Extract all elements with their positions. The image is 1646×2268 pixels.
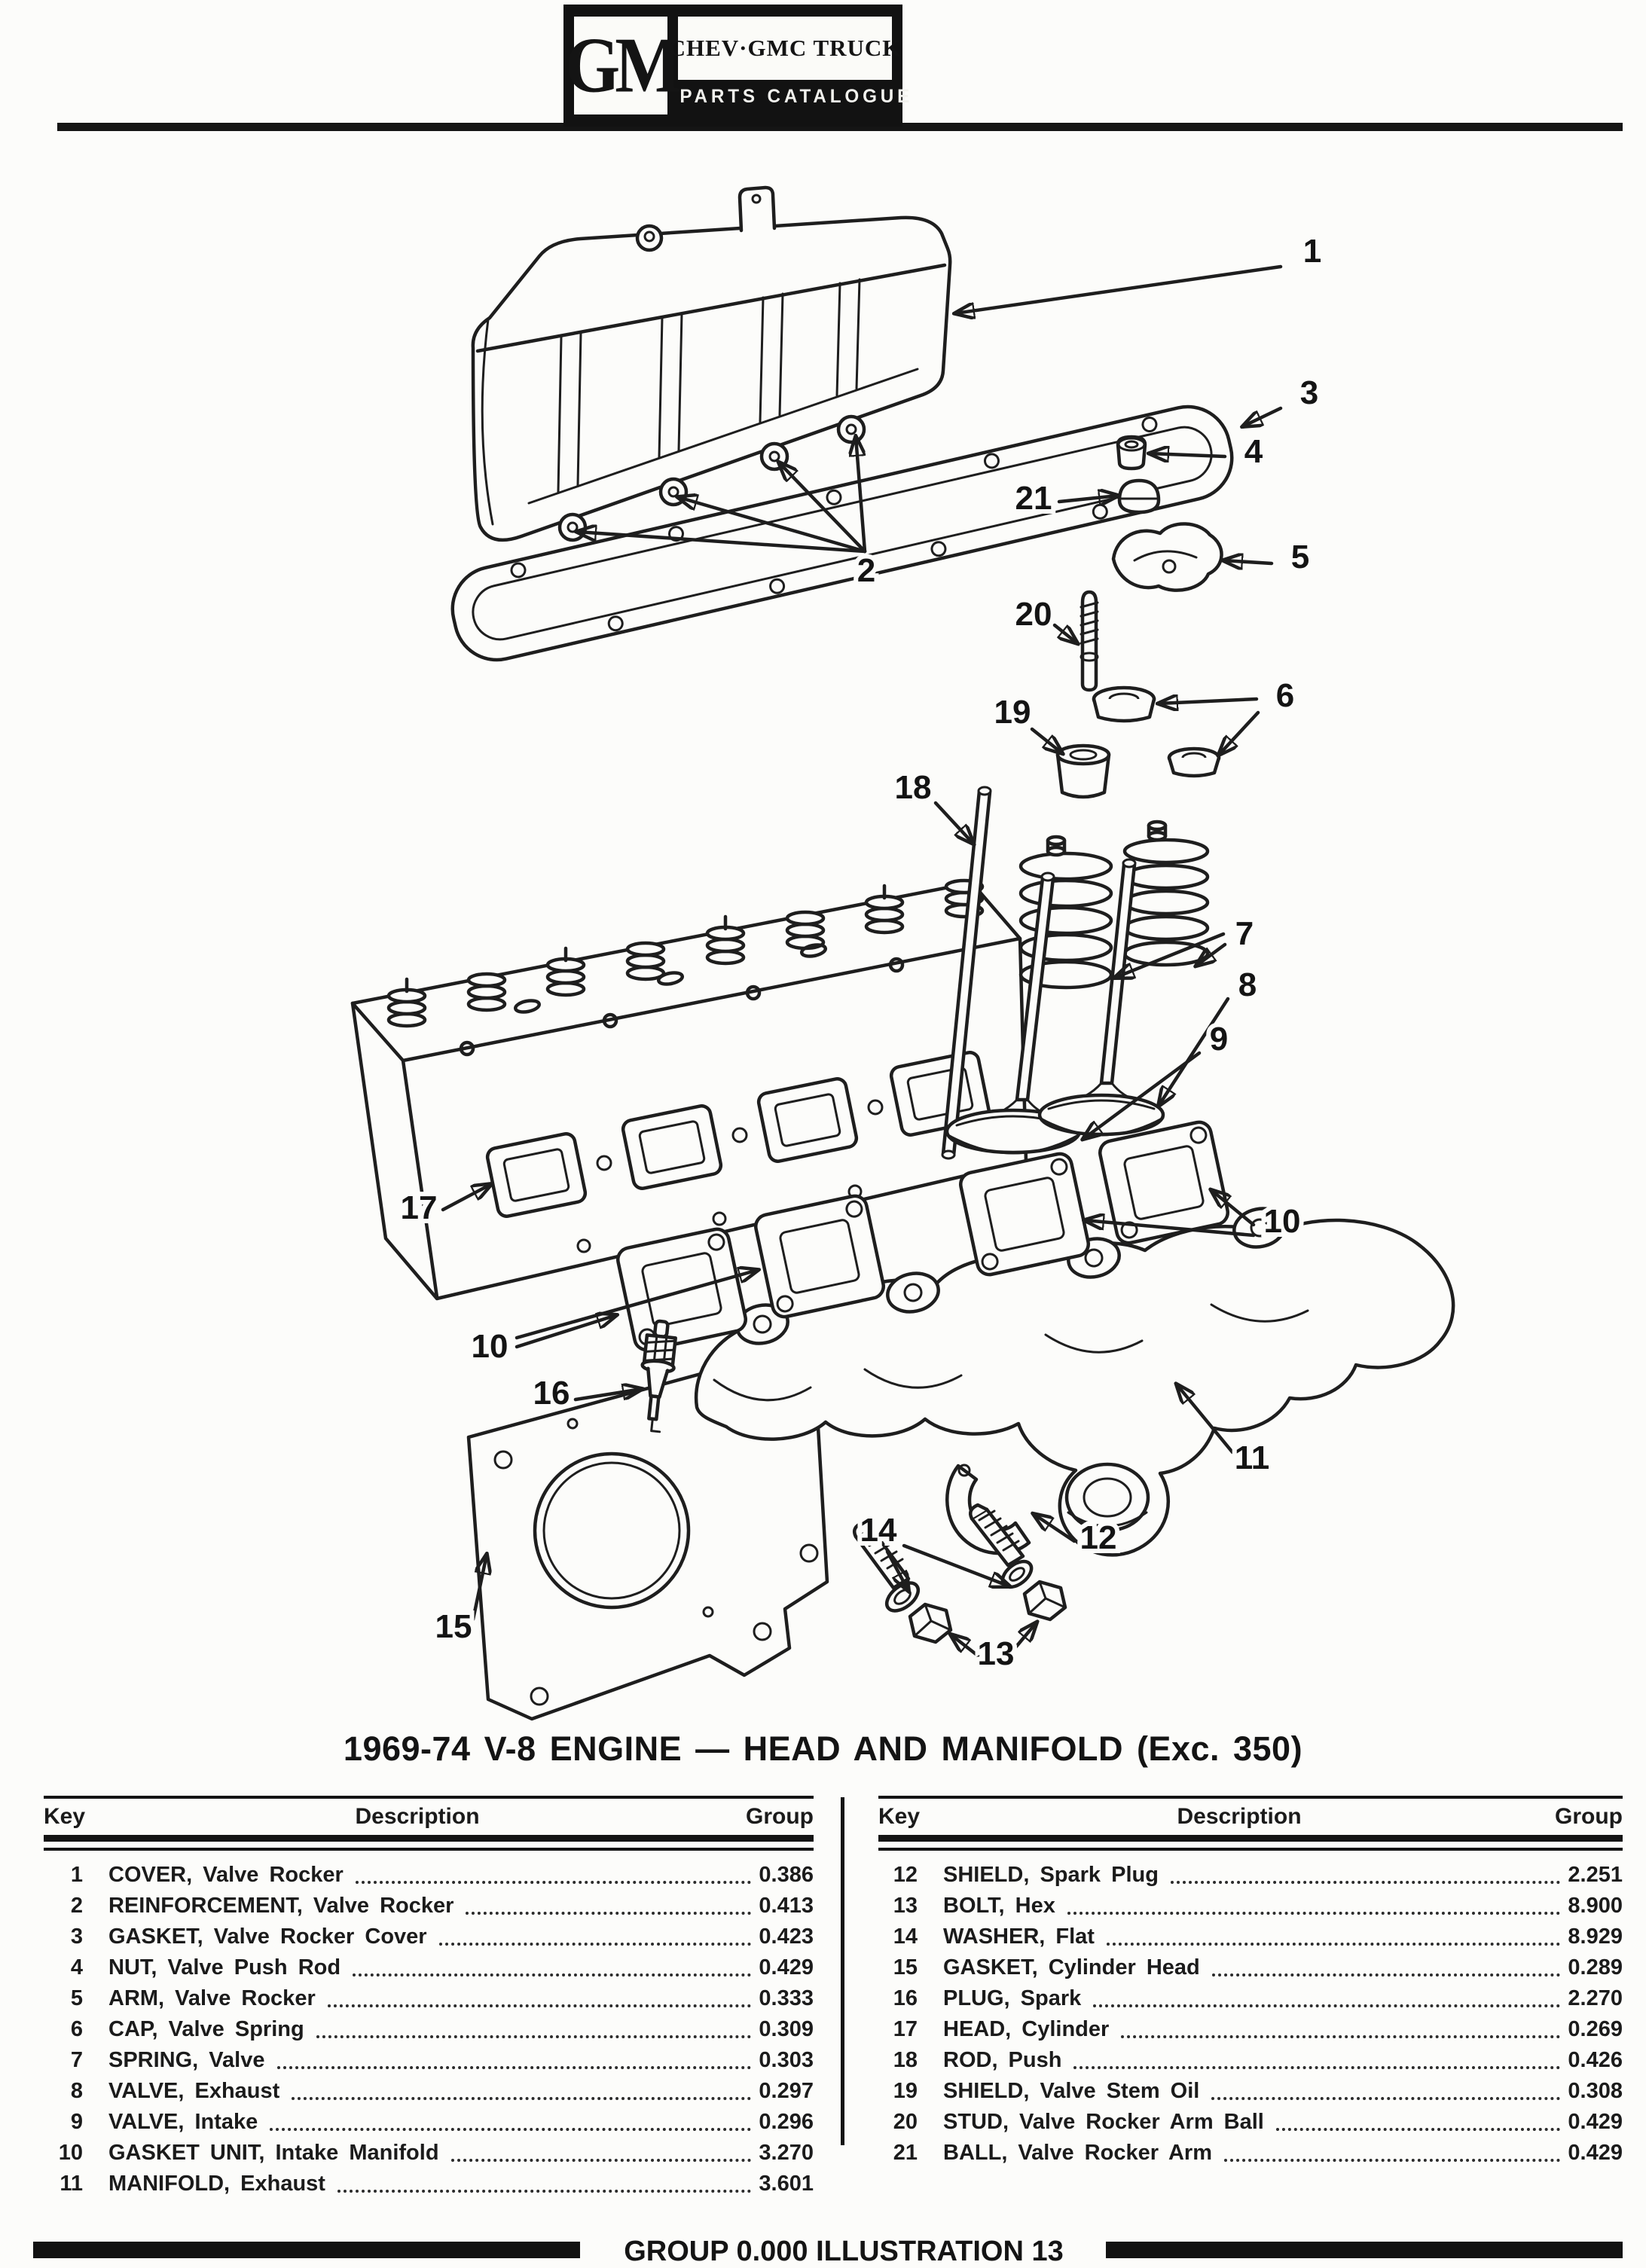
part-description: BALL, Valve Rocker Arm bbox=[943, 2141, 1212, 2165]
part-rocker-arm-ball-stud bbox=[1081, 592, 1098, 690]
part-group-number: 0.297 bbox=[759, 2079, 814, 2103]
table-header bbox=[44, 1799, 814, 1835]
callout-arrow bbox=[951, 1635, 978, 1656]
dot-leader bbox=[292, 2097, 751, 2100]
callout-arrow bbox=[936, 803, 973, 844]
dot-leader bbox=[1212, 1973, 1561, 1976]
part-group-number: 0.296 bbox=[759, 2110, 814, 2134]
part-description: COVER, Valve Rocker bbox=[108, 1863, 344, 1887]
table-row bbox=[878, 2138, 1623, 2169]
table-row bbox=[44, 1952, 814, 1983]
table-row bbox=[878, 1860, 1623, 1891]
part-key: 21 bbox=[893, 2141, 918, 2165]
part-key: 20 bbox=[893, 2110, 918, 2134]
part-group-number: 0.429 bbox=[1568, 2110, 1623, 2134]
callout-arrow bbox=[517, 1315, 616, 1347]
table-row bbox=[44, 2014, 814, 2045]
dot-leader bbox=[328, 2004, 752, 2007]
callout-arrow bbox=[1223, 560, 1272, 563]
table-double-rule bbox=[878, 1835, 1623, 1851]
part-key: 15 bbox=[893, 1955, 918, 1980]
diagram-callout-label: 3 bbox=[1299, 374, 1319, 411]
diagram-callout-label: 9 bbox=[1209, 1021, 1229, 1058]
table-row bbox=[44, 1860, 814, 1891]
part-key: 17 bbox=[893, 2017, 918, 2041]
diagram-callout-label: 11 bbox=[1234, 1439, 1270, 1476]
part-group-number: 8.900 bbox=[1568, 1894, 1623, 1918]
part-push-rod-nut bbox=[1118, 437, 1145, 469]
gm-logo-text: GM bbox=[565, 21, 676, 110]
part-valve-rocker-arm bbox=[1113, 524, 1222, 590]
part-key: 5 bbox=[70, 1986, 83, 2010]
part-group-number: 0.386 bbox=[759, 1863, 814, 1887]
diagram-callout-label: 8 bbox=[1238, 966, 1257, 1003]
part-key: 9 bbox=[70, 2110, 83, 2134]
dot-leader bbox=[356, 1881, 752, 1884]
callout-arrow bbox=[1159, 699, 1257, 704]
part-key: 11 bbox=[60, 2172, 83, 2196]
dot-leader bbox=[337, 2190, 751, 2193]
part-description: GASKET, Valve Rocker Cover bbox=[108, 1925, 427, 1949]
table-row bbox=[878, 2045, 1623, 2076]
dot-leader bbox=[1121, 2035, 1560, 2038]
part-key: 10 bbox=[58, 2141, 83, 2165]
dot-leader bbox=[1093, 2004, 1560, 2007]
part-description: ROD, Push bbox=[943, 2048, 1062, 2072]
diagram-callout-label: 14 bbox=[860, 1512, 897, 1549]
part-description: MANIFOLD, Exhaust bbox=[108, 2172, 325, 2196]
part-group-number: 0.303 bbox=[759, 2048, 814, 2072]
diagram-callout-label: 18 bbox=[894, 769, 932, 806]
diagram-callout-label: 5 bbox=[1290, 539, 1310, 575]
part-key: 7 bbox=[70, 2048, 83, 2072]
table-row bbox=[878, 2014, 1623, 2045]
part-group-number: 2.251 bbox=[1568, 1863, 1623, 1887]
diagram-callout-label: 13 bbox=[977, 1635, 1015, 1672]
part-group-number: 3.270 bbox=[759, 2141, 814, 2165]
table-rows bbox=[878, 1860, 1623, 2169]
part-group-number: 8.929 bbox=[1568, 1925, 1623, 1949]
dot-leader bbox=[439, 1943, 752, 1946]
dot-leader bbox=[1107, 1943, 1560, 1946]
part-key: 4 bbox=[70, 1955, 83, 1980]
part-key: 2 bbox=[70, 1894, 83, 1918]
brand-text: CHEV·GMC TRUCK bbox=[668, 35, 902, 61]
part-description: GASKET UNIT, Intake Manifold bbox=[108, 2141, 439, 2165]
part-key: 6 bbox=[70, 2017, 83, 2041]
part-group-number: 0.308 bbox=[1568, 2079, 1623, 2103]
figure-title: 1969-74 V-8 ENGINE — HEAD AND MANIFOLD (Exc. 350) bbox=[343, 1729, 1303, 1768]
diagram-callout-label: 19 bbox=[994, 694, 1031, 731]
column-header-group: Group bbox=[1555, 1804, 1623, 1829]
part-group-number: 0.289 bbox=[1568, 1955, 1623, 1980]
column-header-key: Key bbox=[44, 1804, 86, 1829]
diagram-callout-label: 12 bbox=[1080, 1519, 1117, 1556]
part-description: STUD, Valve Rocker Arm Ball bbox=[943, 2110, 1264, 2134]
footer-plate-text: GROUP 0.000 ILLUSTRATION 13 bbox=[624, 2236, 1064, 2267]
diagram-callout-label: 7 bbox=[1235, 915, 1254, 952]
part-description: PLUG, Spark bbox=[943, 1986, 1082, 2010]
column-header-key: Key bbox=[878, 1804, 921, 1829]
diagram-callout-label: 4 bbox=[1244, 433, 1263, 470]
part-group-number: 0.333 bbox=[759, 1986, 814, 2010]
part-description: NUT, Valve Push Rod bbox=[108, 1955, 341, 1980]
part-description: SPRING, Valve bbox=[108, 2048, 265, 2072]
diagram-callout-label: 1 bbox=[1302, 233, 1322, 270]
diagram-callout-label: 10 bbox=[1263, 1203, 1301, 1240]
table-row bbox=[878, 2076, 1623, 2107]
part-key: 12 bbox=[893, 1863, 918, 1887]
callout-arrow bbox=[1012, 1622, 1037, 1651]
table-row bbox=[878, 1891, 1623, 1922]
table-rows bbox=[44, 1860, 814, 2199]
part-description: WASHER, Flat bbox=[943, 1925, 1095, 1949]
part-group-number: 0.269 bbox=[1568, 2017, 1623, 2041]
part-group-number: 0.423 bbox=[759, 1925, 814, 1949]
part-key: 16 bbox=[893, 1986, 918, 2010]
diagram-callout-label: 16 bbox=[533, 1375, 570, 1412]
table-row bbox=[44, 2107, 814, 2138]
part-key: 18 bbox=[893, 2048, 918, 2072]
part-key: 1 bbox=[70, 1863, 83, 1887]
diagram-callout-label: 21 bbox=[1015, 480, 1052, 517]
part-key: 3 bbox=[70, 1925, 83, 1949]
catalogue-text: PARTS CATALOGUE bbox=[679, 86, 914, 107]
dot-leader bbox=[353, 1973, 751, 1976]
table-row bbox=[44, 2138, 814, 2169]
dot-leader bbox=[1067, 1912, 1561, 1915]
part-group-number: 2.270 bbox=[1568, 1986, 1623, 2010]
callout-arrow bbox=[1219, 713, 1258, 755]
part-group-number: 0.429 bbox=[759, 1955, 814, 1980]
part-description: SHIELD, Spark Plug bbox=[943, 1863, 1159, 1887]
dot-leader bbox=[1171, 1881, 1560, 1884]
column-header-description: Description bbox=[355, 1804, 480, 1829]
part-description: VALVE, Intake bbox=[108, 2110, 258, 2134]
table-row bbox=[44, 1983, 814, 2014]
callout-arrow bbox=[955, 267, 1281, 313]
table-row bbox=[44, 1922, 814, 1952]
part-group-number: 0.429 bbox=[1568, 2141, 1623, 2165]
part-group-number: 3.601 bbox=[759, 2172, 814, 2196]
column-header-group: Group bbox=[746, 1804, 814, 1829]
table-row bbox=[878, 1952, 1623, 1983]
part-key: 14 bbox=[893, 1925, 918, 1949]
table-row bbox=[44, 2076, 814, 2107]
dot-leader bbox=[1276, 2128, 1561, 2131]
diagram-callout-label: 20 bbox=[1015, 596, 1052, 633]
diagram-callout-label: 15 bbox=[435, 1608, 472, 1645]
part-description: REINFORCEMENT, Valve Rocker bbox=[108, 1894, 454, 1918]
footer-bar-left bbox=[33, 2242, 580, 2258]
diagram-callout-label: 2 bbox=[857, 552, 876, 589]
part-description: CAP, Valve Spring bbox=[108, 2017, 304, 2041]
part-description: BOLT, Hex bbox=[943, 1894, 1055, 1918]
table-row bbox=[44, 2045, 814, 2076]
part-key: 8 bbox=[70, 2079, 83, 2103]
callout-arrow bbox=[1032, 729, 1062, 753]
footer-bar-right bbox=[1106, 2242, 1623, 2258]
table-double-rule bbox=[44, 1835, 814, 1851]
dot-leader bbox=[451, 2159, 752, 2162]
part-key: 19 bbox=[893, 2079, 918, 2103]
dot-leader bbox=[466, 1912, 751, 1915]
dot-leader bbox=[1211, 2097, 1560, 2100]
part-key: 13 bbox=[893, 1894, 918, 1918]
parts-table-left bbox=[44, 1796, 814, 2199]
table-row bbox=[878, 1983, 1623, 2014]
table-row bbox=[878, 1922, 1623, 1952]
diagram-callout-label: 17 bbox=[400, 1189, 438, 1226]
table-divider bbox=[841, 1797, 844, 2145]
parts-table-right bbox=[878, 1796, 1623, 2169]
dot-leader bbox=[277, 2066, 752, 2069]
part-description: VALVE, Exhaust bbox=[108, 2079, 280, 2103]
table-header bbox=[878, 1799, 1623, 1835]
part-description: SHIELD, Valve Stem Oil bbox=[943, 2079, 1200, 2103]
part-description: HEAD, Cylinder bbox=[943, 2017, 1110, 2041]
part-description: ARM, Valve Rocker bbox=[108, 1986, 316, 2010]
column-header-description: Description bbox=[1177, 1804, 1302, 1829]
part-group-number: 0.426 bbox=[1568, 2048, 1623, 2072]
diagram-callout-label: 10 bbox=[471, 1328, 508, 1365]
part-rocker-arm-ball bbox=[1119, 481, 1159, 512]
part-group-number: 0.413 bbox=[759, 1894, 814, 1918]
part-description: GASKET, Cylinder Head bbox=[943, 1955, 1200, 1980]
table-row bbox=[44, 2169, 814, 2199]
table-row bbox=[878, 2107, 1623, 2138]
callout-arrow bbox=[1055, 625, 1077, 643]
part-valve-stem-oil-shield bbox=[1058, 746, 1109, 797]
diagram-callout-label: 6 bbox=[1275, 677, 1295, 714]
table-row bbox=[44, 1891, 814, 1922]
dot-leader bbox=[1073, 2066, 1560, 2069]
callout-arrow bbox=[1243, 408, 1281, 426]
dot-leader bbox=[316, 2035, 752, 2038]
part-group-number: 0.309 bbox=[759, 2017, 814, 2041]
dot-leader bbox=[1224, 2159, 1560, 2162]
dot-leader bbox=[270, 2128, 751, 2131]
